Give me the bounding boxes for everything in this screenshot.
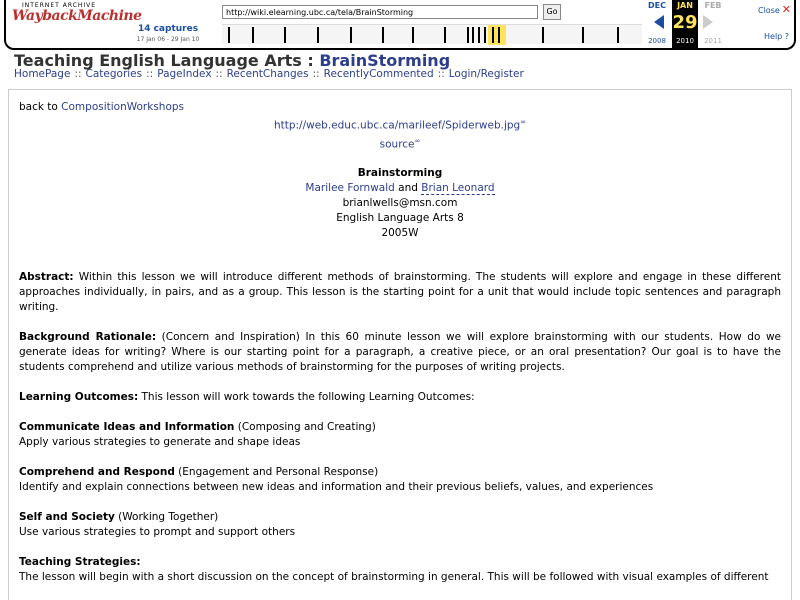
close-button[interactable] (758, 3, 791, 16)
page-title-link[interactable]: BrainStorming (319, 51, 451, 70)
back-line (19, 100, 781, 115)
abstract-paragraph (19, 270, 781, 315)
sparkline-bar (484, 27, 486, 43)
sparkline-bar (412, 27, 414, 43)
nav-separator: :: (146, 68, 154, 80)
next-month-label: FEB (704, 1, 722, 10)
sparkline-bar (382, 27, 384, 43)
go-button[interactable]: Go (543, 4, 561, 20)
sparkline-bar (492, 27, 494, 43)
sparkline-bar (252, 27, 254, 43)
outcome-text: Apply various strategies to generate and shape ideas (19, 436, 301, 448)
sparkline-bar (444, 27, 446, 43)
nav-separator: :: (437, 68, 445, 80)
nav-categories[interactable]: Categories (85, 68, 143, 80)
next-month (700, 0, 726, 45)
outcome-text: Identify and explain connections between new ideas and information and their previous beliefs, values, and experiences (19, 481, 654, 493)
captures-info (116, 24, 220, 43)
help-icon: ? (784, 32, 790, 41)
captures-link[interactable]: 14 captures (137, 24, 199, 34)
rationale-paragraph (19, 330, 781, 375)
close-label: Close (758, 6, 780, 15)
nav-pageindex[interactable]: PageIndex (157, 68, 212, 80)
site-title: Teaching English Language Arts : (14, 51, 320, 70)
course-text: English Language Arts 8 (336, 212, 464, 224)
help-button[interactable] (764, 32, 789, 41)
nav-recentlycommented[interactable]: RecentlyCommented (323, 68, 434, 80)
help-label: Help (764, 32, 783, 41)
outcome-label: Comprehend and Respond (19, 466, 175, 478)
abstract-label: Abstract: (19, 271, 74, 283)
term-text: 2005W (381, 227, 419, 239)
sparkline-highlight (488, 25, 506, 45)
outcome-text: Use various strategies to prompt and support others (19, 526, 296, 538)
sparkline-bar (350, 27, 352, 43)
outcomes-text: This lesson will work towards the following Learning Outcomes: (138, 391, 475, 403)
sparkline-bar (317, 27, 319, 43)
outcome-comprehend (19, 465, 781, 495)
next-capture-arrow-icon (703, 15, 713, 29)
nav-login[interactable]: Login/Register (448, 68, 524, 80)
nav-separator: :: (312, 68, 320, 80)
sparkline-bar (478, 27, 480, 43)
wayback-toolbar (4, 0, 796, 50)
outcome-communicate (19, 420, 781, 450)
sparkline-bar (498, 27, 500, 43)
outcomes-paragraph (19, 390, 781, 405)
email-text: brianlwells@msn.com (342, 197, 458, 209)
nav-separator: :: (215, 68, 223, 80)
current-day: 29 (672, 12, 698, 33)
previous-capture-arrow-icon[interactable] (654, 15, 664, 29)
prev-month[interactable] (644, 0, 670, 45)
nav-homepage[interactable]: HomePage (14, 68, 71, 80)
current-month (672, 0, 698, 48)
current-year: 2010 (672, 36, 698, 46)
lesson-title: Brainstorming (357, 167, 443, 179)
current-month-label: JAN (677, 1, 693, 10)
authors-line (19, 181, 781, 196)
author-link[interactable]: Marilee Fornwald (305, 182, 395, 194)
outcome-label: Self and Society (19, 511, 115, 523)
sparkline-bar (472, 27, 474, 43)
wayback-logo[interactable] (12, 2, 142, 34)
nav-separator: :: (74, 68, 82, 80)
prev-month-label: DEC (648, 1, 666, 10)
abstract-text: Within this lesson we will introduce different methods of brainstorming. The students will explore and engage in these different approaches individually, in pairs, and as a group. This lesson is the starting point for a unit that would include topic sentences and paragraph writing. (19, 271, 781, 313)
prev-year[interactable]: 2008 (648, 37, 666, 45)
wiki-nav (14, 68, 524, 80)
nav-recentchanges[interactable]: RecentChanges (226, 68, 309, 80)
sparkline-bar (467, 27, 469, 43)
sparkline-bar (617, 27, 619, 43)
url-input[interactable] (222, 5, 538, 19)
strategies-paragraph (19, 555, 781, 585)
capture-sparkline[interactable] (222, 24, 642, 44)
outcome-sub: (Engagement and Personal Response) (174, 466, 379, 478)
author-link[interactable]: Brian Leonard (421, 182, 495, 194)
back-prefix: back to (19, 101, 62, 113)
logo-top-text: INTERNET ARCHIVE (22, 2, 97, 9)
outcomes-label: Learning Outcomes: (19, 391, 139, 403)
logo-main-text: WaybackMachine (12, 8, 142, 24)
strategies-label: Teaching Strategies: (19, 556, 141, 568)
sparkline-bar (582, 27, 584, 43)
back-link[interactable]: CompositionWorkshops (61, 101, 185, 113)
and-text: and (394, 182, 422, 194)
close-icon: ✕ (781, 3, 792, 16)
sparkline-bar (284, 27, 286, 43)
sparkline-bar (228, 27, 230, 43)
source-link[interactable]: source (379, 138, 415, 150)
outcome-sub: (Composing and Creating) (234, 421, 376, 433)
capture-range: 17 Jan 06 - 29 Jan 10 (136, 36, 200, 43)
image-link-line (19, 115, 781, 134)
outcome-label: Communicate Ideas and Information (19, 421, 235, 433)
image-url-link[interactable]: http://web.educ.ubc.ca/marileef/Spiderweb.jpg (273, 119, 521, 132)
sparkline-bar (542, 27, 544, 43)
outcome-self-society (19, 510, 781, 540)
strategies-text: The lesson will begin with a short discussion on the concept of brainstorming in general. This will be followed with visual examples of different (19, 571, 769, 583)
source-line (19, 134, 781, 153)
next-year: 2011 (704, 37, 722, 45)
page-content (8, 89, 792, 600)
rationale-text: (Concern and Inspiration) In this 60 minute lesson we will explore brainstorming with our students. How do we generate ideas for writing? Where is our starting point for a paragraph, a creative piece, or an oral presentation? Our goal is to have the students comprehend and utilize various methods of brainstorming for the purposes of writing projects. (19, 331, 782, 373)
rationale-label: Background Rationale: (19, 331, 157, 343)
external-link-icon: ∞ (520, 118, 527, 126)
outcome-sub: (Working Together) (114, 511, 219, 523)
external-link-icon: ∞ (414, 136, 421, 145)
